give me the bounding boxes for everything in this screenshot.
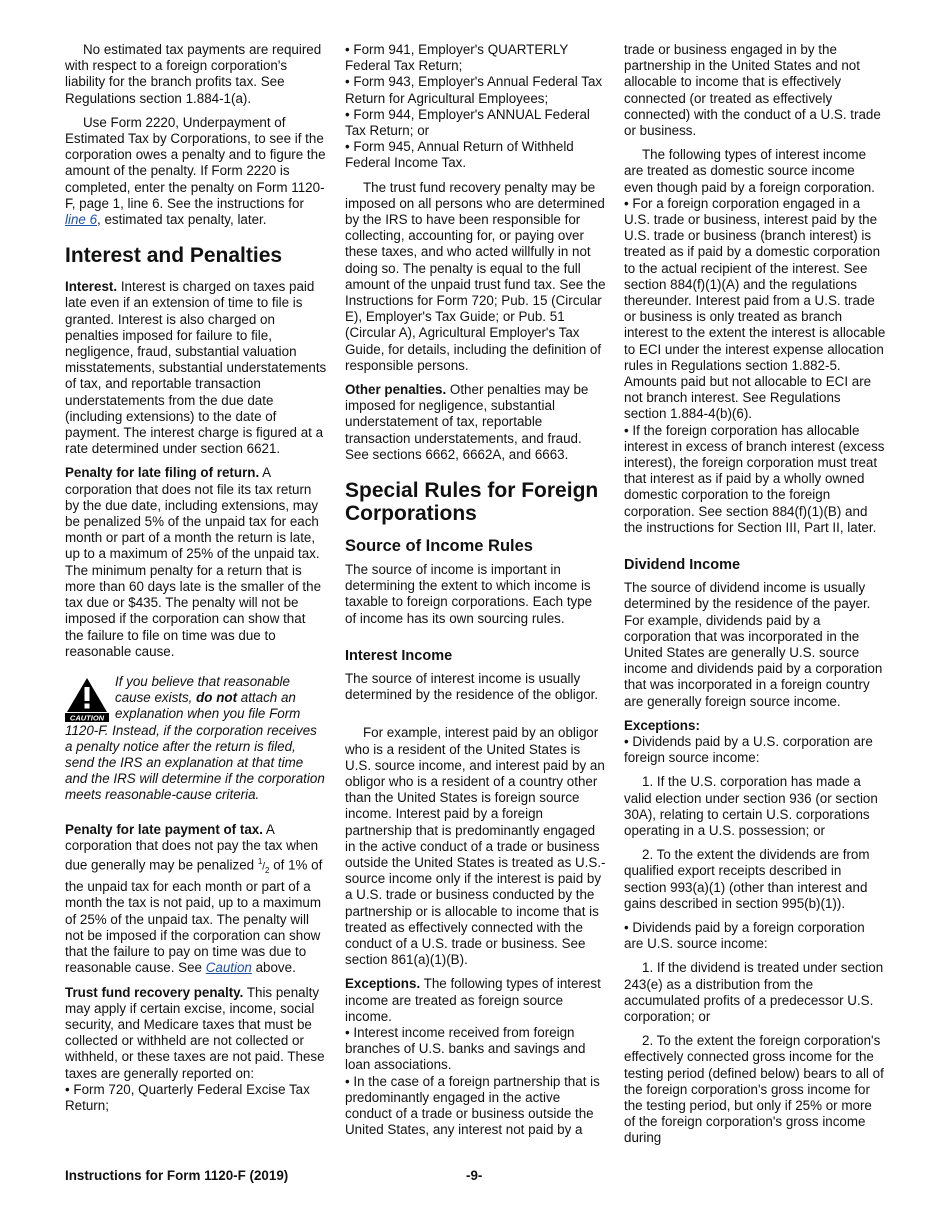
- column-1: [65, 42, 327, 1114]
- page-number: -9-: [466, 1168, 483, 1183]
- runin-heading-exceptions: Exceptions.: [345, 976, 421, 992]
- runin-heading-late-filing: Penalty for late filing of return.: [65, 465, 260, 481]
- link-caution[interactable]: Caution: [205, 960, 252, 976]
- paragraph-late-payment: Penalty for late payment of tax. A corporation that does not pay the tax when due generally may be penalized $^1/_2$ of 1% of the unpaid tax for each month or part of a month the tax is not paid, up to a maximum of 25% of the unpaid tax. The penalty will not be imposed if the corporation can show that the failure to pay on time was due to reasonable cause. See Caution above.: [65, 821, 323, 976]
- list-item: • Dividends paid by a foreign corporation are U.S. source income:: [624, 919, 865, 952]
- list-item: • Form 944, Employer's ANNUAL Federal Tax Return; or: [345, 106, 590, 139]
- paragraph-continued: trade or business engaged in by the partnership in the United States and not allocable to income that is effectively connected (or treated as effectively connected) with the conduct of a U.S. trade or business.: [624, 42, 881, 139]
- paragraph-trust-fund-persons: The trust fund recovery penalty may be imposed on all persons who are determined by the IRS to have been responsible for collecting, accounting for, or paying over these taxes, and who acted willfully in not doing so. The penalty is equal to the full amount of the unpaid trust fund tax. See the Instructions for Form 720; Pub. 15 (Circular E), Employer's Tax Guide; or Pub. 51 (Circular A), Agricultural Employer's Tax Guide, for details, including the definition of responsible persons.: [345, 179, 606, 373]
- list-item: • For a foreign corporation engaged in a U.S. trade or business, interest paid by the U.S. trade or business (branch interest) is treated as if paid by a domestic corporation to the actual recipient of the interest. See section 884(f)(1)(A) and the regulations thereunder. Interest paid from a U.S. trade or business is only treated as branch interest to the extent the interest is allocable to ECI under the interest expense allocation rules in Regulations section 1.882-5. Amounts paid but not allocable to ECI are not branch interest. See Regulations section 1.884-4(b)(6).: [624, 195, 886, 422]
- column-3: [624, 42, 886, 1155]
- numbered-item: 2. To the extent the dividends are from qualified export receipts described in section 993(a)(1) (other than interest and gains described in section 995(b)(1)).: [624, 847, 870, 911]
- column-2: [345, 42, 607, 1138]
- paragraph-trust-fund: Trust fund recovery penalty. This penalty may apply if certain excise, income, social security, and Medicare taxes that must be collected or withheld are not collected or withheld, or these taxes are not paid. These taxes are generally reported on:: [65, 984, 325, 1081]
- runin-heading-other-penalties: Other penalties.: [345, 382, 447, 398]
- paragraph-estimated-tax: No estimated tax payments are required with respect to a foreign corporation's liability for the branch profits tax. See Regulations section 1.884-1(a).: [65, 42, 322, 106]
- runin-heading-late-payment: Penalty for late payment of tax.: [65, 821, 263, 837]
- footer-form-title: Instructions for Form 1120-F (2019): [65, 1168, 289, 1183]
- list-item: • If the foreign corporation has allocable interest in excess of branch interest (excess interest), the foreign corporation must treat that interest as if paid by a wholly owned domestic corporation to the foreign corporation. See section 884(f)(1)(B) and the instructions for Section III, Part II, later.: [624, 422, 885, 535]
- runin-heading-trust-fund: Trust fund recovery penalty.: [65, 984, 244, 1000]
- paragraph-other-penalties: Other penalties. Other penalties may be imposed for negligence, substantial understatement of tax, reportable transaction understatements, and fraud. See sections 6662, 6662A, and 6663.: [345, 382, 589, 462]
- list-item: • Dividends paid by a U.S. corporation are foreign source income:: [624, 733, 873, 766]
- numbered-item: 1. If the U.S. corporation has made a valid election under section 936 (or section 30A), relating to certain U.S. corporations operating in a U.S. possession; or: [624, 774, 878, 838]
- heading-exceptions: Exceptions:: [624, 717, 700, 733]
- heading-special-rules: Special Rules for Foreign Corporations: [345, 479, 599, 526]
- caution-icon-label: CAUTION: [69, 713, 105, 722]
- runin-heading-interest: Interest.: [65, 279, 118, 295]
- list-item: • Interest income received from foreign branches of U.S. banks and savings and loan associations.: [345, 1024, 586, 1073]
- paragraph-interest-source: The source of interest income is usually determined by the residence of the obligor.: [345, 670, 599, 703]
- list-item: • Form 943, Employer's Annual Federal Tax Return for Agricultural Employees;: [345, 74, 603, 106]
- paragraph-exceptions: Exceptions. The following types of interest income are treated as foreign source income.: [345, 976, 601, 1024]
- heading-source-of-income: Source of Income Rules: [345, 537, 533, 556]
- numbered-item: 2. To the extent the foreign corporation's effectively connected gross income for the testing period (defined below) bears to all of the foreign corporation's gross income for the testing period, but only if 25% or more of the foreign corporation's gross income during: [624, 1033, 884, 1146]
- list-item: • Form 945, Annual Return of Withheld Federal Income Tax.: [345, 139, 574, 171]
- list-item: • Form 941, Employer's QUARTERLY Federal Tax Return;: [345, 42, 569, 74]
- heading-interest-penalties: Interest and Penalties: [65, 244, 283, 268]
- paragraph-late-filing: Penalty for late filing of return. A corporation that does not file its tax return by the due date, including extensions, may be penalized 5% of the unpaid tax for each month or part of a month the return is late, up to a maximum of 25% of the unpaid tax. The minimum penalty for a return that is more than 60 days late is the smaller of the tax due or $435. The penalty will not be imposed if the corporation can show that the failure to file on time was due to reasonable cause.: [65, 465, 322, 659]
- list-item: • In the case of a foreign partnership that is predominantly engaged in the active conduct of a trade or business outside the United States, any interest not paid by a: [345, 1073, 600, 1138]
- paragraph-domestic-source: The following types of interest income are treated as domestic source income even though paid by a foreign corporation.: [624, 147, 875, 195]
- paragraph-interest: Interest. Interest is charged on taxes paid late even if an extension of time to file is granted. Interest is also charged on penalties imposed for failure to file, negligence, fraud, substantial valuation misstatements, substantial understatements of tax, and reportable transaction understatements from the due date (including extensions) to the date of payment. The interest charge is figured at a rate determined under section 6621.: [65, 279, 327, 457]
- paragraph-form-2220: Use Form 2220, Underpayment of Estimated Tax by Corporations, to see if the corporation owes a penalty and to figure the amount of the penalty. If Form 2220 is completed, enter the penalty on Form 1120-F, page 1, line 6. See the instructions for line 6, estimated tax penalty, later.: [65, 114, 326, 228]
- numbered-item: 1. If the dividend is treated under section 243(e) as a distribution from the accumulated profits of a predecessor U.S. corporation; or: [624, 960, 884, 1024]
- heading-dividend-income: Dividend Income: [624, 557, 741, 574]
- paragraph-example: For example, interest paid by an obligor who is a resident of the United States is U.S. source income, and interest paid by an obligor who is a resident of a country other than the United States is foreign source income. Interest paid by a foreign partnership that is predominantly engaged in the active conduct of a trade or business outside the United States is treated as U.S.-source income only if the interest is paid by a U.S. trade or business conducted by the partnership or is allocable to income that is treated as effectively connected with the conduct of a U.S. trade or business. See section 861(a)(1)(B).: [345, 725, 606, 968]
- link-line-6[interactable]: line 6: [65, 212, 98, 228]
- caution-icon: [65, 676, 109, 722]
- paragraph-source: The source of income is important in determining the extent to which income is taxable to foreign corporations. Each type of income has its own sourcing rules.: [345, 562, 593, 626]
- heading-interest-income: Interest Income: [345, 647, 453, 664]
- paragraph-dividend: The source of dividend income is usually determined by the residence of the payer. For example, dividends paid by a corporation that was incorporated in the United States are generally U.S. source income and dividends paid by a corporation that was incorporated in a foreign country are generally foreign source income.: [624, 580, 883, 709]
- caution-note: CAUTION If you believe that reasonable cause exists, do not attach an explanation when you file Form 1120-F. Instead, if the corporation receives a penalty notice after the return is filed, send the IRS an explanation at that time and the IRS will determine if the corporation meets reasonable-cause criteria.: [65, 673, 325, 803]
- list-item: • Form 720, Quarterly Federal Excise Tax Return;: [65, 1081, 310, 1113]
